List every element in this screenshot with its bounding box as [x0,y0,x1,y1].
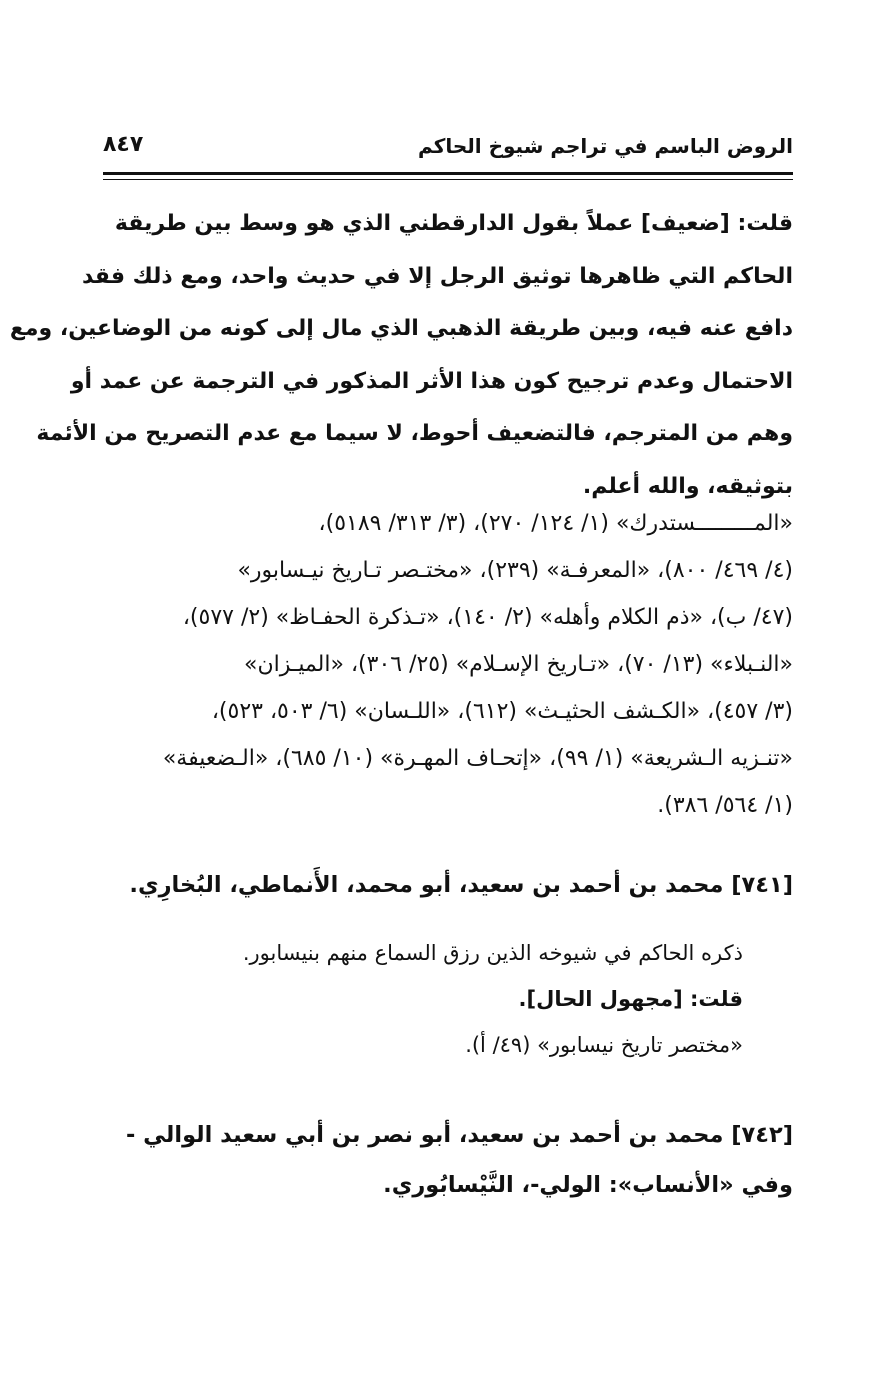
commentary-paragraph [9,198,793,513]
commentary-line: وهم من المترجم، فالتضعيف أحوط، لا سيما مع عدم التصريح من الأئمة [36,421,793,446]
page-number: ٨٤٧ [103,132,144,157]
book-title: الروض الباسم في تراجم شيوخ الحاكم [418,134,793,158]
sources-line: «المـــــــــستدرك» (١/ ١٢٤/ ٢٧٠)، (٣/ ٣١٣/ ٥١٨٩)، [318,511,793,536]
entry-742-heading [103,1110,793,1210]
entry-heading-line: [٧٤١] محمد بن أحمد بن سعيد، أبو محمد، الأَنماطي، البُخارِي. [129,872,793,898]
entry-heading-line: [٧٤٢] محمد بن أحمد بن سعيد، أبو نصر بن أبي سعيد الوالي - [125,1122,793,1148]
sources-line: «تنـزيه الـشريعة» (١/ ٩٩)، «إتحـاف المهـرة» (١٠/ ٦٨٥)، «الـضعيفة» [162,746,793,771]
sources-line: (٣/ ٤٥٧)، «الكـشف الحثيـث» (٦١٢)، «اللـسان» (٦/ ٥٠٣، ٥٢٣)، [211,699,793,724]
header-rule-thick [103,172,793,175]
sources-line: «النـبلاء» (١٣/ ٧٠)، «تـاريخ الإسـلام» (٢٥/ ٣٠٦)، «الميـزان» [244,652,793,677]
commentary-line: الحاكم التي ظاهرها توثيق الرجل إلا في حديث واحد، ومع ذلك فقد [82,263,793,289]
commentary-line: دافع عنه فيه، وبين طريقة الذهبي الذي مال إلى كونه من الوضاعين، ومع [9,316,793,341]
entry-source: «مختصر تاريخ نيسابور» (٤٩/ أ). [465,1033,743,1057]
commentary-line: الاحتمال وعدم ترجيح كون هذا الأثر المذكور في الترجمة عن عمد أو [70,368,793,394]
running-header [103,128,793,168]
entry-verdict: قلت: [مجهول الحال]. [518,987,743,1011]
entry-heading-line: وفي «الأنساب»: الولي-، النَّيْسابُوري. [383,1172,793,1198]
sources-paragraph [103,500,793,829]
header-rule-thin [103,179,793,180]
sources-line: (٤/ ٤٦٩/ ٨٠٠)، «المعرفـة» (٢٣٩)، «مختـصر تـاريخ نيـسابور» [237,558,793,583]
entry-741-heading [103,860,793,910]
sources-line: (٤٧/ ب)، «ذم الكلام وأهله» (٢/ ١٤٠)، «تـذكرة الحفـاظ» (٢/ ٥٧٧)، [182,605,793,630]
sources-line: (١/ ٥٦٤/ ٣٨٦). [657,793,793,818]
commentary-line: بتوثيقه، والله أعلم. [582,473,793,499]
commentary-line: قلت: [ضعيف] عملاً بقول الدارقطني الذي هو وسط بين طريقة [114,211,793,236]
entry-741-body [103,930,743,1068]
entry-text: ذكره الحاكم في شيوخه الذين رزق السماع منهم بنيسابور. [242,941,743,965]
